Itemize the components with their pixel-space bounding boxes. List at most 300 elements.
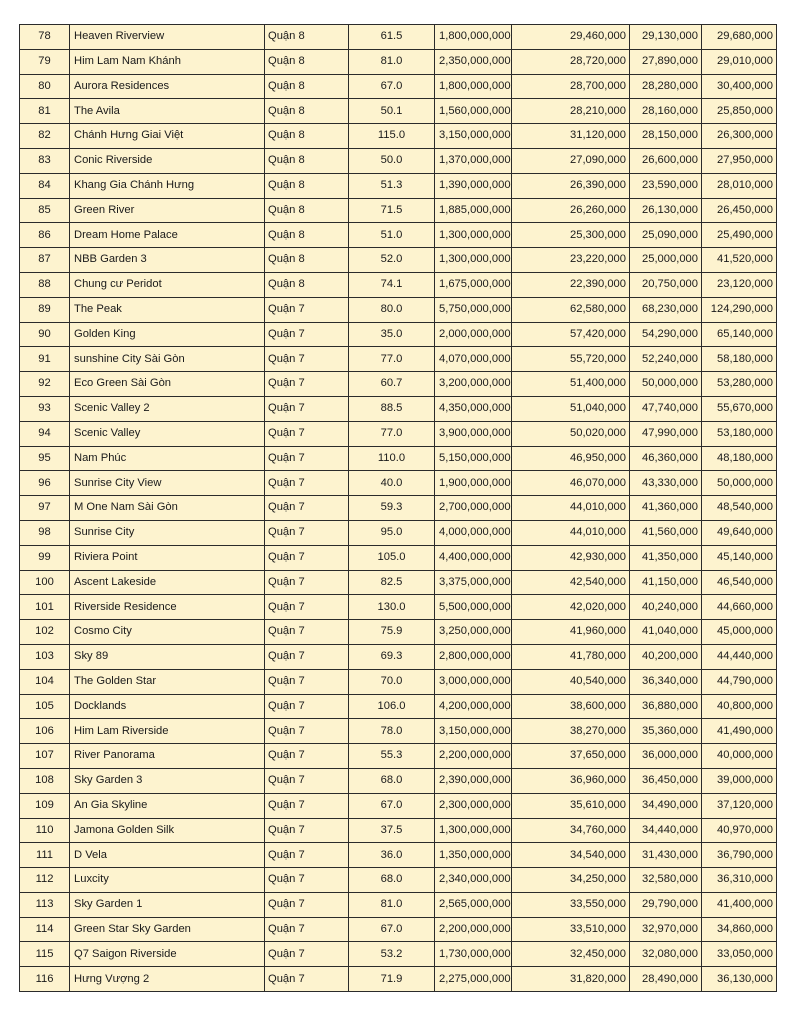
- row-number-cell: 84: [20, 173, 70, 198]
- total-price-cell: 1,300,000,000: [435, 223, 512, 248]
- table-row: [20, 272, 777, 297]
- total-price-cell: 1,900,000,000: [435, 471, 512, 496]
- row-number-cell: 79: [20, 49, 70, 74]
- area-cell: 130.0: [349, 595, 435, 620]
- avg-price-cell: 42,020,000: [512, 595, 630, 620]
- district-cell: Quận 7: [265, 967, 349, 992]
- district-cell: Quận 8: [265, 25, 349, 50]
- avg-price-cell: 33,550,000: [512, 892, 630, 917]
- table-row: [20, 74, 777, 99]
- project-name-cell: Sky 89: [70, 644, 265, 669]
- district-cell: Quận 8: [265, 99, 349, 124]
- area-cell: 75.9: [349, 620, 435, 645]
- project-name-cell: Green River: [70, 198, 265, 223]
- min-price-cell: 28,490,000: [630, 967, 702, 992]
- project-name-cell: Aurora Residences: [70, 74, 265, 99]
- table-row: [20, 471, 777, 496]
- project-name-cell: Chánh Hưng Giai Việt: [70, 124, 265, 149]
- row-number-cell: 96: [20, 471, 70, 496]
- row-number-cell: 97: [20, 496, 70, 521]
- district-cell: Quận 7: [265, 917, 349, 942]
- table-row: [20, 49, 777, 74]
- project-name-cell: Riviera Point: [70, 545, 265, 570]
- table-row: [20, 917, 777, 942]
- min-price-cell: 68,230,000: [630, 297, 702, 322]
- max-price-cell: 25,850,000: [702, 99, 777, 124]
- row-number-cell: 98: [20, 520, 70, 545]
- district-cell: Quận 8: [265, 74, 349, 99]
- area-cell: 95.0: [349, 520, 435, 545]
- project-name-cell: Ascent Lakeside: [70, 570, 265, 595]
- project-name-cell: Sky Garden 3: [70, 768, 265, 793]
- district-cell: Quận 7: [265, 620, 349, 645]
- table-row: [20, 620, 777, 645]
- min-price-cell: 27,890,000: [630, 49, 702, 74]
- area-cell: 78.0: [349, 719, 435, 744]
- total-price-cell: 4,400,000,000: [435, 545, 512, 570]
- district-cell: Quận 7: [265, 719, 349, 744]
- area-cell: 59.3: [349, 496, 435, 521]
- max-price-cell: 55,670,000: [702, 396, 777, 421]
- total-price-cell: 4,200,000,000: [435, 694, 512, 719]
- min-price-cell: 28,150,000: [630, 124, 702, 149]
- min-price-cell: 43,330,000: [630, 471, 702, 496]
- avg-price-cell: 28,210,000: [512, 99, 630, 124]
- project-name-cell: Nam Phúc: [70, 446, 265, 471]
- avg-price-cell: 41,780,000: [512, 644, 630, 669]
- project-name-cell: The Avila: [70, 99, 265, 124]
- table-row: [20, 223, 777, 248]
- row-number-cell: 87: [20, 248, 70, 273]
- min-price-cell: 25,000,000: [630, 248, 702, 273]
- total-price-cell: 1,800,000,000: [435, 25, 512, 50]
- min-price-cell: 47,740,000: [630, 396, 702, 421]
- total-price-cell: 1,350,000,000: [435, 843, 512, 868]
- min-price-cell: 28,280,000: [630, 74, 702, 99]
- max-price-cell: 37,120,000: [702, 793, 777, 818]
- total-price-cell: 2,700,000,000: [435, 496, 512, 521]
- table-row: [20, 124, 777, 149]
- project-name-cell: Cosmo City: [70, 620, 265, 645]
- avg-price-cell: 41,960,000: [512, 620, 630, 645]
- row-number-cell: 103: [20, 644, 70, 669]
- district-cell: Quận 7: [265, 396, 349, 421]
- district-cell: Quận 7: [265, 595, 349, 620]
- min-price-cell: 29,790,000: [630, 892, 702, 917]
- min-price-cell: 40,200,000: [630, 644, 702, 669]
- row-number-cell: 104: [20, 669, 70, 694]
- total-price-cell: 1,560,000,000: [435, 99, 512, 124]
- project-name-cell: M One Nam Sài Gòn: [70, 496, 265, 521]
- project-name-cell: Chung cư Peridot: [70, 272, 265, 297]
- min-price-cell: 36,880,000: [630, 694, 702, 719]
- project-name-cell: Heaven Riverview: [70, 25, 265, 50]
- district-cell: Quận 8: [265, 124, 349, 149]
- project-name-cell: Green Star Sky Garden: [70, 917, 265, 942]
- area-cell: 52.0: [349, 248, 435, 273]
- avg-price-cell: 50,020,000: [512, 421, 630, 446]
- avg-price-cell: 51,400,000: [512, 372, 630, 397]
- max-price-cell: 25,490,000: [702, 223, 777, 248]
- district-cell: Quận 7: [265, 471, 349, 496]
- project-name-cell: Sunrise City View: [70, 471, 265, 496]
- total-price-cell: 1,390,000,000: [435, 173, 512, 198]
- total-price-cell: 2,800,000,000: [435, 644, 512, 669]
- max-price-cell: 49,640,000: [702, 520, 777, 545]
- table-row: [20, 892, 777, 917]
- min-price-cell: 34,440,000: [630, 818, 702, 843]
- max-price-cell: 26,450,000: [702, 198, 777, 223]
- area-cell: 67.0: [349, 793, 435, 818]
- total-price-cell: 3,250,000,000: [435, 620, 512, 645]
- row-number-cell: 112: [20, 868, 70, 893]
- min-price-cell: 29,130,000: [630, 25, 702, 50]
- min-price-cell: 54,290,000: [630, 322, 702, 347]
- max-price-cell: 23,120,000: [702, 272, 777, 297]
- table-row: [20, 644, 777, 669]
- area-cell: 82.5: [349, 570, 435, 595]
- table-row: [20, 396, 777, 421]
- max-price-cell: 36,130,000: [702, 967, 777, 992]
- avg-price-cell: 35,610,000: [512, 793, 630, 818]
- max-price-cell: 40,800,000: [702, 694, 777, 719]
- district-cell: Quận 7: [265, 669, 349, 694]
- avg-price-cell: 32,450,000: [512, 942, 630, 967]
- price-table: [19, 24, 777, 992]
- total-price-cell: 3,900,000,000: [435, 421, 512, 446]
- project-name-cell: The Golden Star: [70, 669, 265, 694]
- min-price-cell: 41,360,000: [630, 496, 702, 521]
- avg-price-cell: 36,960,000: [512, 768, 630, 793]
- avg-price-cell: 37,650,000: [512, 744, 630, 769]
- district-cell: Quận 8: [265, 272, 349, 297]
- total-price-cell: 2,300,000,000: [435, 793, 512, 818]
- area-cell: 51.0: [349, 223, 435, 248]
- district-cell: Quận 7: [265, 520, 349, 545]
- avg-price-cell: 34,540,000: [512, 843, 630, 868]
- row-number-cell: 102: [20, 620, 70, 645]
- district-cell: Quận 7: [265, 322, 349, 347]
- max-price-cell: 53,180,000: [702, 421, 777, 446]
- area-cell: 53.2: [349, 942, 435, 967]
- project-name-cell: The Peak: [70, 297, 265, 322]
- max-price-cell: 48,540,000: [702, 496, 777, 521]
- avg-price-cell: 46,070,000: [512, 471, 630, 496]
- area-cell: 60.7: [349, 372, 435, 397]
- min-price-cell: 40,240,000: [630, 595, 702, 620]
- project-name-cell: Dream Home Palace: [70, 223, 265, 248]
- district-cell: Quận 7: [265, 347, 349, 372]
- row-number-cell: 85: [20, 198, 70, 223]
- total-price-cell: 2,200,000,000: [435, 917, 512, 942]
- total-price-cell: 3,150,000,000: [435, 124, 512, 149]
- min-price-cell: 35,360,000: [630, 719, 702, 744]
- max-price-cell: 26,300,000: [702, 124, 777, 149]
- max-price-cell: 36,790,000: [702, 843, 777, 868]
- district-cell: Quận 7: [265, 570, 349, 595]
- project-name-cell: Him Lam Riverside: [70, 719, 265, 744]
- table-row: [20, 868, 777, 893]
- total-price-cell: 2,340,000,000: [435, 868, 512, 893]
- row-number-cell: 92: [20, 372, 70, 397]
- min-price-cell: 32,580,000: [630, 868, 702, 893]
- project-name-cell: Scenic Valley: [70, 421, 265, 446]
- min-price-cell: 25,090,000: [630, 223, 702, 248]
- avg-price-cell: 62,580,000: [512, 297, 630, 322]
- max-price-cell: 48,180,000: [702, 446, 777, 471]
- area-cell: 68.0: [349, 768, 435, 793]
- table-row: [20, 768, 777, 793]
- table-row: [20, 421, 777, 446]
- area-cell: 77.0: [349, 347, 435, 372]
- district-cell: Quận 7: [265, 694, 349, 719]
- row-number-cell: 82: [20, 124, 70, 149]
- total-price-cell: 2,350,000,000: [435, 49, 512, 74]
- max-price-cell: 40,970,000: [702, 818, 777, 843]
- project-name-cell: Eco Green Sài Gòn: [70, 372, 265, 397]
- table-row: [20, 496, 777, 521]
- row-number-cell: 78: [20, 25, 70, 50]
- project-name-cell: Riverside Residence: [70, 595, 265, 620]
- total-price-cell: 5,750,000,000: [435, 297, 512, 322]
- row-number-cell: 94: [20, 421, 70, 446]
- row-number-cell: 107: [20, 744, 70, 769]
- area-cell: 74.1: [349, 272, 435, 297]
- area-cell: 105.0: [349, 545, 435, 570]
- district-cell: Quận 7: [265, 843, 349, 868]
- table-row: [20, 99, 777, 124]
- min-price-cell: 47,990,000: [630, 421, 702, 446]
- project-name-cell: NBB Garden 3: [70, 248, 265, 273]
- max-price-cell: 29,680,000: [702, 25, 777, 50]
- district-cell: Quận 8: [265, 198, 349, 223]
- avg-price-cell: 25,300,000: [512, 223, 630, 248]
- project-name-cell: Docklands: [70, 694, 265, 719]
- row-number-cell: 110: [20, 818, 70, 843]
- table-row: [20, 942, 777, 967]
- area-cell: 36.0: [349, 843, 435, 868]
- max-price-cell: 34,860,000: [702, 917, 777, 942]
- min-price-cell: 52,240,000: [630, 347, 702, 372]
- avg-price-cell: 57,420,000: [512, 322, 630, 347]
- min-price-cell: 34,490,000: [630, 793, 702, 818]
- avg-price-cell: 38,270,000: [512, 719, 630, 744]
- table-row: [20, 669, 777, 694]
- table-body: [20, 25, 777, 992]
- district-cell: Quận 7: [265, 297, 349, 322]
- table-row: [20, 818, 777, 843]
- table-row: [20, 297, 777, 322]
- area-cell: 68.0: [349, 868, 435, 893]
- min-price-cell: 46,360,000: [630, 446, 702, 471]
- avg-price-cell: 26,260,000: [512, 198, 630, 223]
- row-number-cell: 86: [20, 223, 70, 248]
- table-row: [20, 322, 777, 347]
- area-cell: 37.5: [349, 818, 435, 843]
- avg-price-cell: 28,720,000: [512, 49, 630, 74]
- min-price-cell: 31,430,000: [630, 843, 702, 868]
- row-number-cell: 116: [20, 967, 70, 992]
- total-price-cell: 4,070,000,000: [435, 347, 512, 372]
- area-cell: 110.0: [349, 446, 435, 471]
- row-number-cell: 89: [20, 297, 70, 322]
- area-cell: 51.3: [349, 173, 435, 198]
- district-cell: Quận 7: [265, 421, 349, 446]
- min-price-cell: 32,080,000: [630, 942, 702, 967]
- avg-price-cell: 42,540,000: [512, 570, 630, 595]
- max-price-cell: 53,280,000: [702, 372, 777, 397]
- total-price-cell: 5,500,000,000: [435, 595, 512, 620]
- project-name-cell: Him Lam Nam Khánh: [70, 49, 265, 74]
- max-price-cell: 30,400,000: [702, 74, 777, 99]
- total-price-cell: 1,370,000,000: [435, 148, 512, 173]
- max-price-cell: 44,790,000: [702, 669, 777, 694]
- table-row: [20, 148, 777, 173]
- row-number-cell: 88: [20, 272, 70, 297]
- table-row: [20, 520, 777, 545]
- max-price-cell: 45,000,000: [702, 620, 777, 645]
- table-row: [20, 843, 777, 868]
- area-cell: 88.5: [349, 396, 435, 421]
- table-row: [20, 25, 777, 50]
- table-row: [20, 372, 777, 397]
- row-number-cell: 111: [20, 843, 70, 868]
- project-name-cell: sunshine City Sài Gòn: [70, 347, 265, 372]
- total-price-cell: 4,350,000,000: [435, 396, 512, 421]
- row-number-cell: 93: [20, 396, 70, 421]
- avg-price-cell: 26,390,000: [512, 173, 630, 198]
- total-price-cell: 4,000,000,000: [435, 520, 512, 545]
- min-price-cell: 26,130,000: [630, 198, 702, 223]
- table-row: [20, 570, 777, 595]
- avg-price-cell: 42,930,000: [512, 545, 630, 570]
- min-price-cell: 32,970,000: [630, 917, 702, 942]
- total-price-cell: 1,675,000,000: [435, 272, 512, 297]
- total-price-cell: 3,200,000,000: [435, 372, 512, 397]
- district-cell: Quận 7: [265, 744, 349, 769]
- row-number-cell: 106: [20, 719, 70, 744]
- district-cell: Quận 8: [265, 148, 349, 173]
- table-row: [20, 595, 777, 620]
- avg-price-cell: 51,040,000: [512, 396, 630, 421]
- max-price-cell: 44,440,000: [702, 644, 777, 669]
- project-name-cell: Hưng Vượng 2: [70, 967, 265, 992]
- area-cell: 67.0: [349, 917, 435, 942]
- row-number-cell: 95: [20, 446, 70, 471]
- district-cell: Quận 7: [265, 942, 349, 967]
- avg-price-cell: 27,090,000: [512, 148, 630, 173]
- row-number-cell: 90: [20, 322, 70, 347]
- project-name-cell: River Panorama: [70, 744, 265, 769]
- district-cell: Quận 7: [265, 644, 349, 669]
- row-number-cell: 115: [20, 942, 70, 967]
- table-row: [20, 967, 777, 992]
- avg-price-cell: 22,390,000: [512, 272, 630, 297]
- district-cell: Quận 8: [265, 49, 349, 74]
- avg-price-cell: 34,760,000: [512, 818, 630, 843]
- min-price-cell: 36,450,000: [630, 768, 702, 793]
- max-price-cell: 46,540,000: [702, 570, 777, 595]
- district-cell: Quận 7: [265, 793, 349, 818]
- table-row: [20, 347, 777, 372]
- district-cell: Quận 7: [265, 545, 349, 570]
- avg-price-cell: 31,820,000: [512, 967, 630, 992]
- table-row: [20, 744, 777, 769]
- total-price-cell: 2,275,000,000: [435, 967, 512, 992]
- avg-price-cell: 31,120,000: [512, 124, 630, 149]
- max-price-cell: 45,140,000: [702, 545, 777, 570]
- max-price-cell: 50,000,000: [702, 471, 777, 496]
- district-cell: Quận 7: [265, 818, 349, 843]
- max-price-cell: 58,180,000: [702, 347, 777, 372]
- max-price-cell: 33,050,000: [702, 942, 777, 967]
- total-price-cell: 2,390,000,000: [435, 768, 512, 793]
- row-number-cell: 83: [20, 148, 70, 173]
- project-name-cell: Sky Garden 1: [70, 892, 265, 917]
- avg-price-cell: 38,600,000: [512, 694, 630, 719]
- area-cell: 81.0: [349, 892, 435, 917]
- district-cell: Quận 7: [265, 446, 349, 471]
- max-price-cell: 41,400,000: [702, 892, 777, 917]
- area-cell: 50.0: [349, 148, 435, 173]
- min-price-cell: 36,000,000: [630, 744, 702, 769]
- max-price-cell: 41,490,000: [702, 719, 777, 744]
- row-number-cell: 81: [20, 99, 70, 124]
- total-price-cell: 5,150,000,000: [435, 446, 512, 471]
- area-cell: 71.5: [349, 198, 435, 223]
- row-number-cell: 91: [20, 347, 70, 372]
- row-number-cell: 114: [20, 917, 70, 942]
- min-price-cell: 20,750,000: [630, 272, 702, 297]
- project-name-cell: Conic Riverside: [70, 148, 265, 173]
- min-price-cell: 41,150,000: [630, 570, 702, 595]
- total-price-cell: 1,885,000,000: [435, 198, 512, 223]
- min-price-cell: 41,040,000: [630, 620, 702, 645]
- avg-price-cell: 44,010,000: [512, 496, 630, 521]
- max-price-cell: 40,000,000: [702, 744, 777, 769]
- max-price-cell: 124,290,000: [702, 297, 777, 322]
- area-cell: 81.0: [349, 49, 435, 74]
- table-row: [20, 446, 777, 471]
- row-number-cell: 100: [20, 570, 70, 595]
- max-price-cell: 29,010,000: [702, 49, 777, 74]
- avg-price-cell: 46,950,000: [512, 446, 630, 471]
- area-cell: 61.5: [349, 25, 435, 50]
- max-price-cell: 36,310,000: [702, 868, 777, 893]
- max-price-cell: 41,520,000: [702, 248, 777, 273]
- max-price-cell: 65,140,000: [702, 322, 777, 347]
- district-cell: Quận 7: [265, 496, 349, 521]
- total-price-cell: 1,300,000,000: [435, 818, 512, 843]
- min-price-cell: 23,590,000: [630, 173, 702, 198]
- table-row: [20, 248, 777, 273]
- area-cell: 55.3: [349, 744, 435, 769]
- area-cell: 40.0: [349, 471, 435, 496]
- area-cell: 35.0: [349, 322, 435, 347]
- max-price-cell: 28,010,000: [702, 173, 777, 198]
- table-row: [20, 545, 777, 570]
- area-cell: 50.1: [349, 99, 435, 124]
- district-cell: Quận 7: [265, 372, 349, 397]
- area-cell: 70.0: [349, 669, 435, 694]
- min-price-cell: 41,350,000: [630, 545, 702, 570]
- row-number-cell: 105: [20, 694, 70, 719]
- project-name-cell: Sunrise City: [70, 520, 265, 545]
- row-number-cell: 99: [20, 545, 70, 570]
- project-name-cell: Q7 Saigon Riverside: [70, 942, 265, 967]
- district-cell: Quận 8: [265, 173, 349, 198]
- total-price-cell: 2,565,000,000: [435, 892, 512, 917]
